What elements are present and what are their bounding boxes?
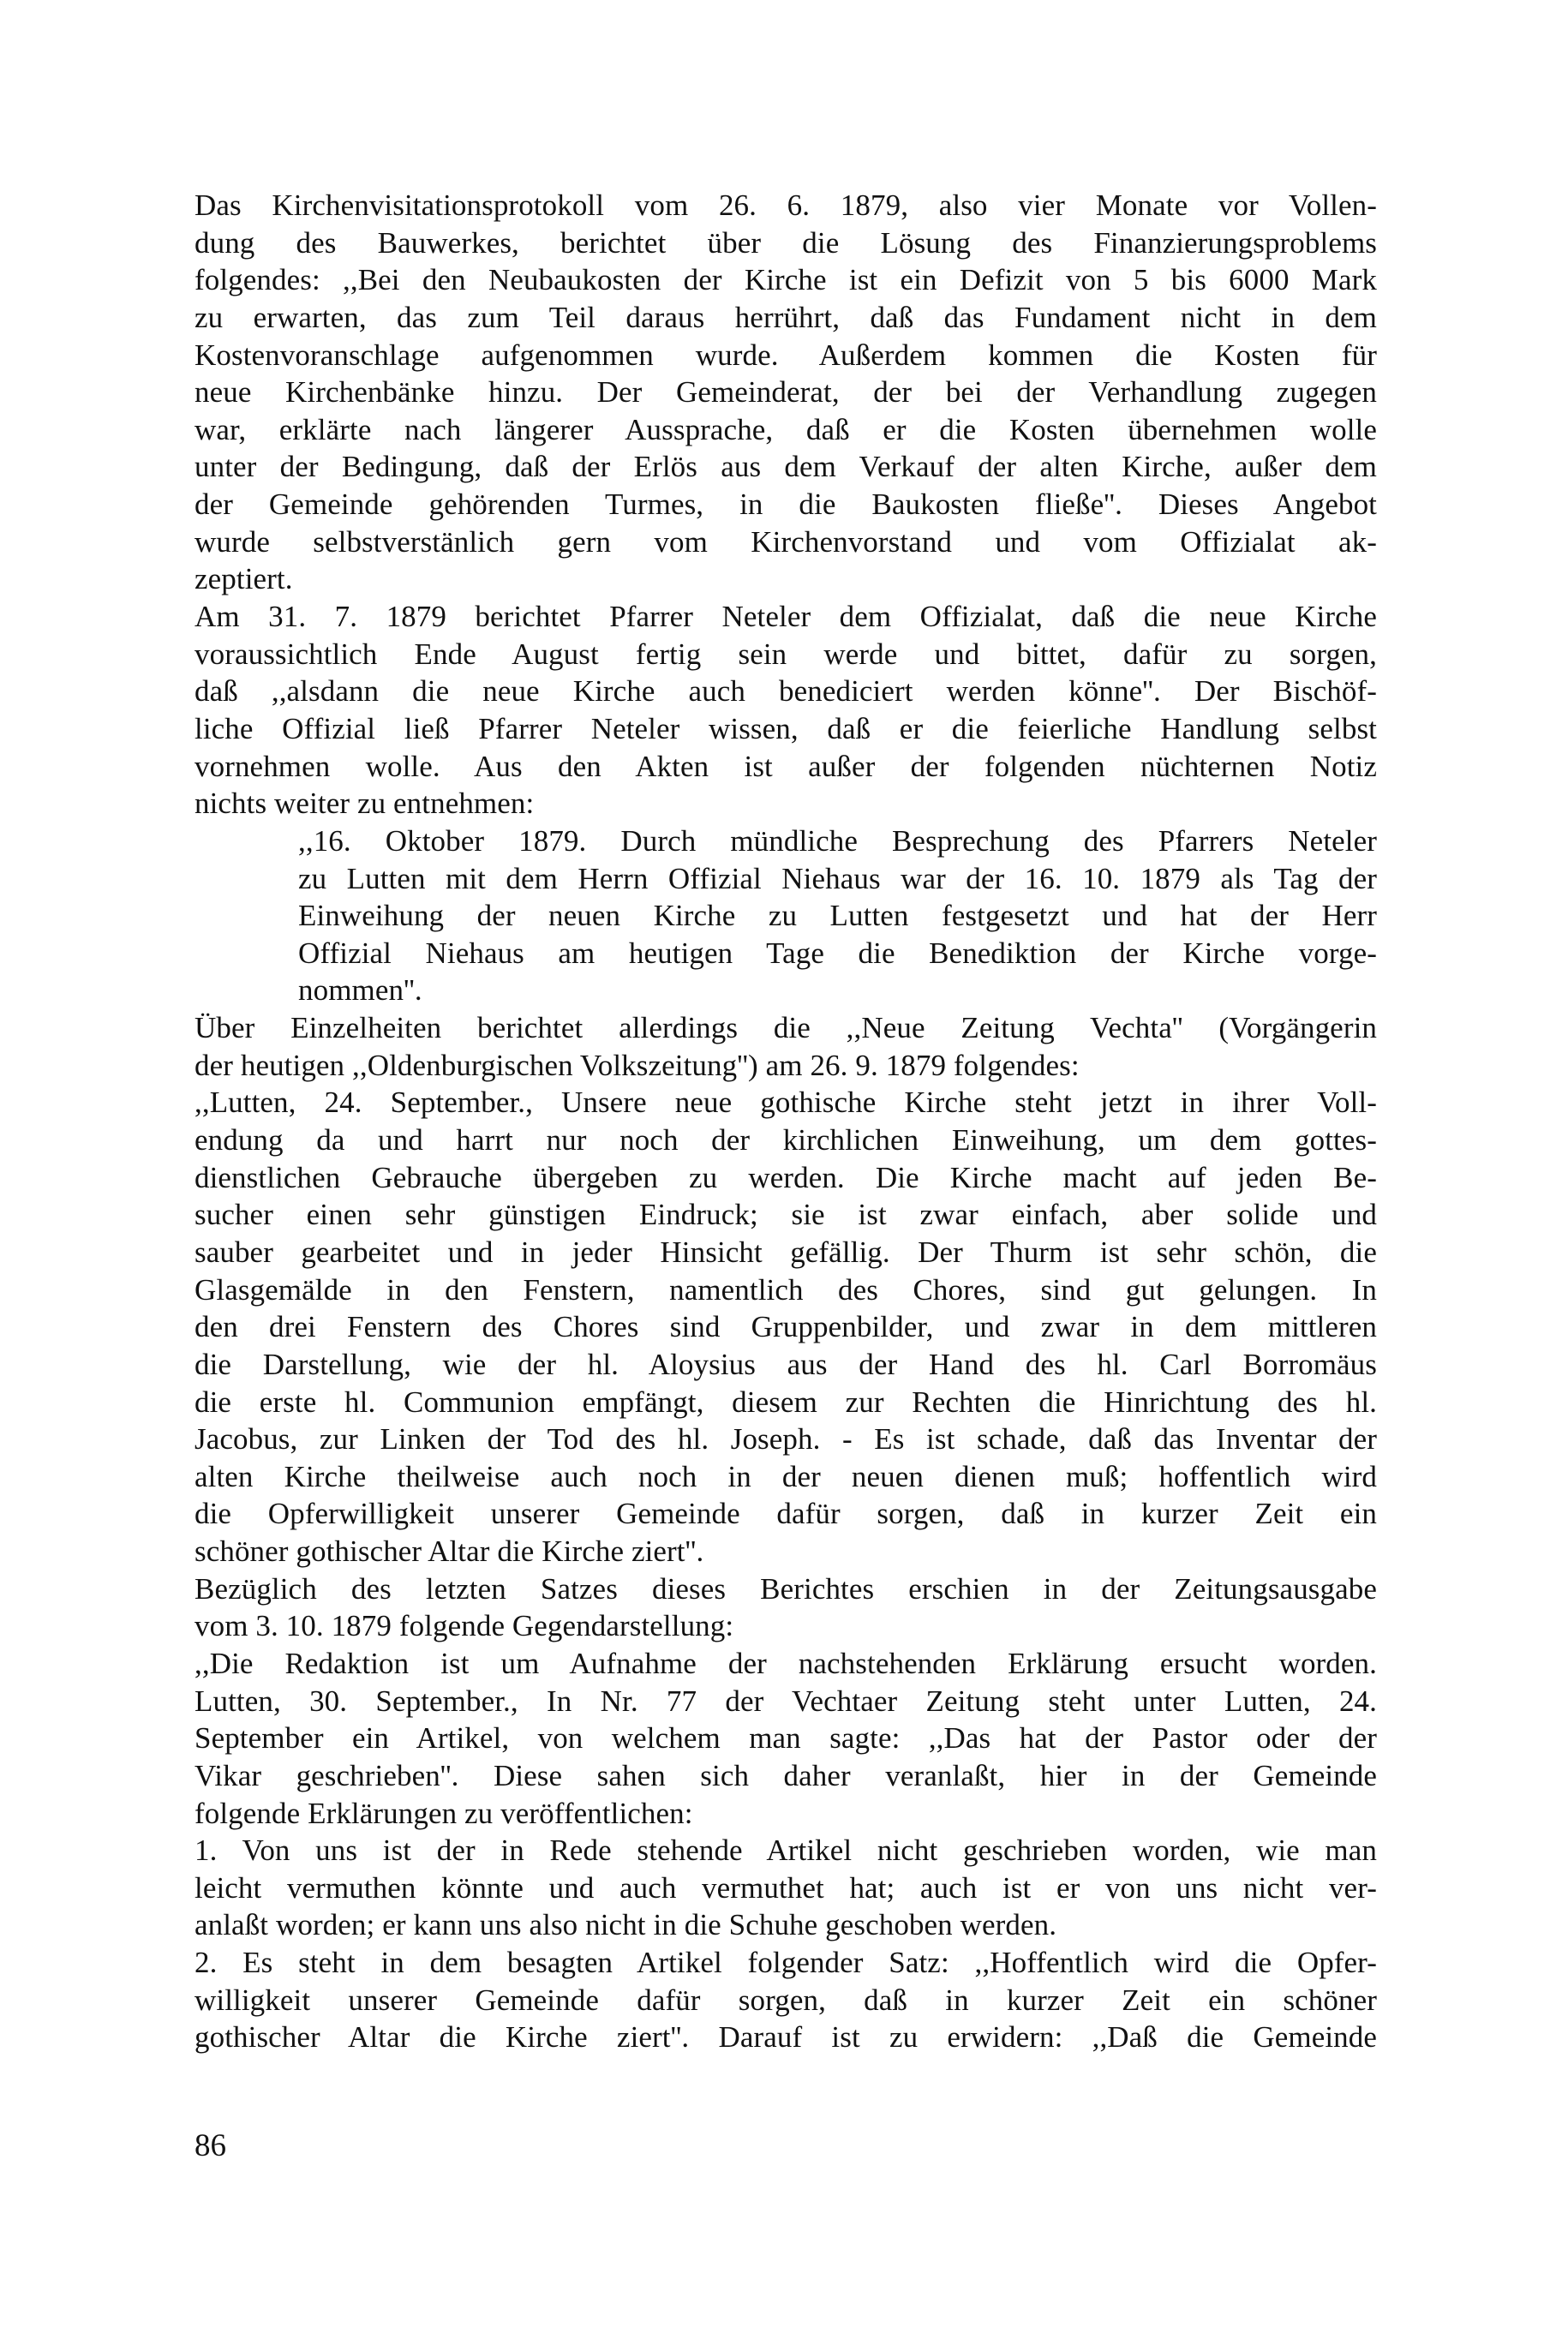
text-line: vom 3. 10. 1879 folgende Gegendarstellung:	[195, 1609, 734, 1643]
text-line: Kostenvoranschlage aufgenommen wurde. Außerdem kommen die Kosten für	[195, 338, 1377, 372]
text-line: folgendes: ,,Bei den Neubaukosten der Kirche ist ein Defizit von 5 bis 6000 Mark	[195, 263, 1377, 297]
quote-line: Offizial Niehaus am heutigen Tage die Benediktion der Kirche vorge-	[298, 936, 1377, 970]
text-line: anlaßt worden; er kann uns also nicht in die Schuhe geschoben werden.	[195, 1908, 1057, 1942]
text-line: dienstlichen Gebrauche übergeben zu werden. Die Kirche macht auf jeden Be-	[195, 1160, 1377, 1194]
text-line: folgende Erklärungen zu veröffentlichen:	[195, 1796, 693, 1830]
text-line: dung des Bauwerkes, berichtet über die Lösung des Finanzierungsproblems	[195, 225, 1377, 260]
text-line: neue Kirchenbänke hinzu. Der Gemeinderat, der bei der Verhandlung zugegen	[195, 375, 1377, 410]
text-line: ,,Die Redaktion ist um Aufnahme der nachstehenden Erklärung ersucht worden.	[195, 1646, 1377, 1680]
text-line: gothischer Altar die Kirche ziert''. Darauf ist zu erwidern: ,,Daß die Gemeinde	[195, 2020, 1377, 2055]
text-line: willigkeit unserer Gemeinde dafür sorgen, daß in kurzer Zeit ein schöner	[195, 1983, 1377, 2017]
text-line: Glasgemälde in den Fenstern, namentlich des Chores, sind gut gelungen. In	[195, 1272, 1377, 1307]
text-line: daß ,,alsdann die neue Kirche auch benediciert werden könne''. Der Bischöf-	[195, 674, 1377, 709]
text-line: endung da und harrt nur noch der kirchlichen Einweihung, um dem gottes-	[195, 1123, 1377, 1158]
text-line: Lutten, 30. September., In Nr. 77 der Vechtaer Zeitung steht unter Lutten, 24.	[195, 1684, 1377, 1718]
text-line: zu erwarten, das zum Teil daraus herrührt, daß das Fundament nicht in dem	[195, 300, 1377, 334]
quote-line: nommen''.	[298, 973, 422, 1008]
text-line: zeptiert.	[195, 562, 293, 596]
text-line: alten Kirche theilweise auch noch in der neuen dienen muß; hoffentlich wird	[195, 1459, 1377, 1493]
text-line: die Darstellung, wie der hl. Aloysius aus der Hand des hl. Carl Borromäus	[195, 1347, 1377, 1381]
text-line: sauber gearbeitet und in jeder Hinsicht gefällig. Der Thurm ist sehr schön, die	[195, 1235, 1377, 1269]
quote-line: Einweihung der neuen Kirche zu Lutten festgesetzt und hat der Herr	[298, 899, 1377, 933]
text-line: der heutigen ,,Oldenburgischen Volkszeitung'') am 26. 9. 1879 folgendes:	[195, 1048, 1080, 1082]
text-line: Bezüglich des letzten Satzes dieses Berichtes erschien in der Zeitungsausgabe	[195, 1571, 1377, 1606]
text-line: Am 31. 7. 1879 berichtet Pfarrer Neteler dem Offizialat, daß die neue Kirche	[195, 600, 1377, 634]
text-line: schöner gothischer Altar die Kirche ziert''.	[195, 1534, 704, 1569]
body-text	[195, 187, 1377, 2056]
text-line: leicht vermuthen könnte und auch vermuthet hat; auch ist er von uns nicht ver-	[195, 1870, 1377, 1905]
text-line: ,,Lutten, 24. September., Unsere neue gothische Kirche steht jetzt in ihrer Voll-	[195, 1086, 1377, 1120]
text-line: liche Offizial ließ Pfarrer Neteler wissen, daß er die feierliche Handlung selbst	[195, 711, 1377, 745]
text-line: nichts weiter zu entnehmen:	[195, 787, 535, 821]
text-line: war, erklärte nach längerer Aussprache, daß er die Kosten übernehmen wolle	[195, 412, 1377, 446]
text-line: Über Einzelheiten berichtet allerdings die ,,Neue Zeitung Vechta'' (Vorgängerin	[195, 1011, 1377, 1045]
text-line: Vikar geschrieben''. Diese sahen sich daher veranlaßt, hier in der Gemeinde	[195, 1758, 1377, 1792]
text-line: 2. Es steht in dem besagten Artikel folgender Satz: ,,Hoffentlich wird die Opfer-	[195, 1946, 1377, 1980]
text-line: wurde selbstverstänlich gern vom Kirchenvorstand und vom Offizialat ak-	[195, 524, 1377, 559]
text-line: Das Kirchenvisitationsprotokoll vom 26. 6. 1879, also vier Monate vor Vollen-	[195, 188, 1377, 222]
text-line: sucher einen sehr günstigen Eindruck; sie ist zwar einfach, aber solide und	[195, 1198, 1377, 1232]
text-line: vornehmen wolle. Aus den Akten ist außer der folgenden nüchternen Notiz	[195, 749, 1377, 783]
text-line: die erste hl. Communion empfängt, diesem zur Rechten die Hinrichtung des hl.	[195, 1385, 1377, 1419]
text-line: voraussichtlich Ende August fertig sein werde und bittet, dafür zu sorgen,	[195, 637, 1377, 671]
text-line: der Gemeinde gehörenden Turmes, in die Baukosten fließe''. Dieses Angebot	[195, 488, 1377, 522]
text-line: September ein Artikel, von welchem man sagte: ,,Das hat der Pastor oder der	[195, 1721, 1377, 1756]
page-number: 86	[195, 2128, 226, 2163]
text-line: die Opferwilligkeit unserer Gemeinde dafür sorgen, daß in kurzer Zeit ein	[195, 1497, 1377, 1531]
text-line: den drei Fenstern des Chores sind Gruppenbilder, und zwar in dem mittleren	[195, 1310, 1377, 1344]
text-line: Jacobus, zur Linken der Tod des hl. Joseph. - Es ist schade, daß das Inventar der	[195, 1422, 1377, 1457]
text-line: 1. Von uns ist der in Rede stehende Artikel nicht geschrieben worden, wie man	[195, 1833, 1377, 1868]
text-line: unter der Bedingung, daß der Erlös aus dem Verkauf der alten Kirche, außer dem	[195, 450, 1377, 484]
quote-line: zu Lutten mit dem Herrn Offizial Niehaus war der 16. 10. 1879 als Tag der	[298, 861, 1377, 895]
quote-line: ,,16. Oktober 1879. Durch mündliche Besprechung des Pfarrers Neteler	[298, 823, 1377, 858]
